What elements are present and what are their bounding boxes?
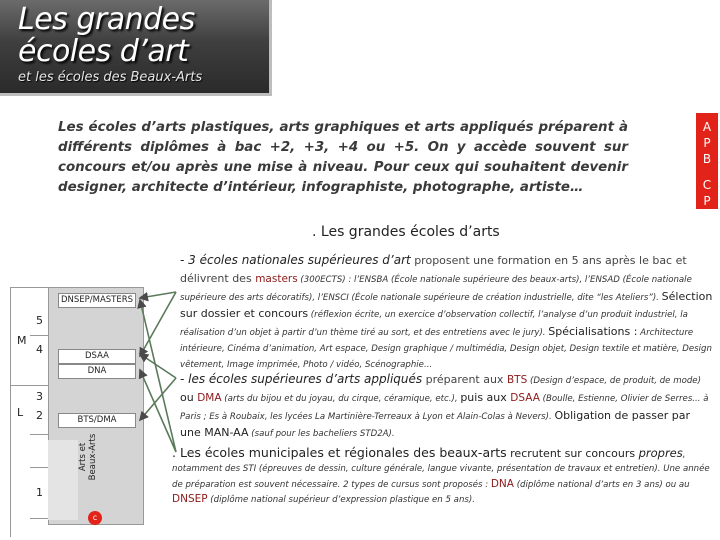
block-municipal-schools: . Les écoles municipales et régionales des beaux-arts recrutent sur concours propres, notamment des STI (épreuves de dessin, culture générale, langue vivante, présentation de travaux et entretien). Une année de préparation est souvent nécessaire. 2 types de cursus sont proposés : DNA (diplôme national d’arts en 3 ans) ou au DNSEP (diplôme national supérieur d’expression plastique en 5 ans). xyxy=(172,445,710,506)
box-dnsep-masters: DNSEP/MASTERS xyxy=(58,293,136,308)
year-2: 2 xyxy=(36,409,43,422)
badge-letter: P xyxy=(703,136,711,150)
year-1: 1 xyxy=(36,486,43,499)
page-title: Les grandes écoles d’art xyxy=(18,2,195,69)
block-applied-arts-schools: - les écoles supérieures d’arts appliqués préparent aux BTS (Design d’espace, de produit, de mode) ou DMA (arts du bijou et du joyau, du cirque, céramique, etc.), puis aux DSAA (Boulle, Estienne, Olivier de Serres... à Paris ; Es à Roubaix, les lycées La Martinière-Terreaux à Lyon et Alain-Colas à Nevers). Obligation de passer par une MAN-AA (sauf pour les bacheliers STD2A). xyxy=(180,372,709,440)
page-subtitle: et les écoles des Beaux-Arts xyxy=(18,70,203,85)
year-3: 3 xyxy=(36,390,43,403)
circle-marker: c xyxy=(88,511,102,525)
level-m: M xyxy=(17,334,27,347)
arts-beaux-arts-label: Arts et Beaux-Arts xyxy=(78,433,98,481)
badge-letter: B xyxy=(702,152,712,166)
badge-letter: A xyxy=(702,120,712,134)
apb-cp-badge xyxy=(696,113,718,209)
badge-letter: C xyxy=(702,178,712,192)
badge-letter: P xyxy=(703,194,711,208)
arrow-lines xyxy=(0,0,203,540)
box-dna: DNA xyxy=(58,364,136,379)
year-4: 4 xyxy=(36,343,43,356)
year-5: 5 xyxy=(36,314,43,327)
block-national-schools: - 3 écoles nationales supérieures d’art proposent une formation en 5 ans après le bac et délivrent des masters (300ECTS) : l’ENSBA (École nationale supérieure des beaux-arts), l’ENSAD (École nationale supérieure des arts décoratifs), l’ENSCI (École nationale supérieure de création industrielle, dite “les Ateliers”). Sélection sur dossier et concours (réflexion écrite, un exercice d’observation collectif, l’analyse d’un produit industriel, la réalisation d’un objet à partir d’un thème tiré au sort, et des entretiens avec le jury). Spécialisations : Architecture intérieure, Cinéma d’animation, Art espace, Design graphique / multimédia, Design objet, Design textile et matière, Design vêtement, Image imprimée, Photo / vidéo, Scénographie... xyxy=(180,253,713,370)
section-title: . Les grandes écoles d’arts xyxy=(312,224,500,240)
box-bts-dma: BTS/DMA xyxy=(58,413,136,428)
box-dsaa: DSAA xyxy=(58,349,136,364)
intro-paragraph: Les écoles d’arts plastiques, arts graphiques et arts appliqués préparent à différents diplômes à bac +2, +3, +4 ou +5. On y accède souvent sur concours et/ou après une mise à niveau. Pour ceux qui souhaitent devenir designer, architecte d’intérieur, infographiste, photographe, artiste… xyxy=(58,120,628,195)
level-l: L xyxy=(17,406,24,419)
